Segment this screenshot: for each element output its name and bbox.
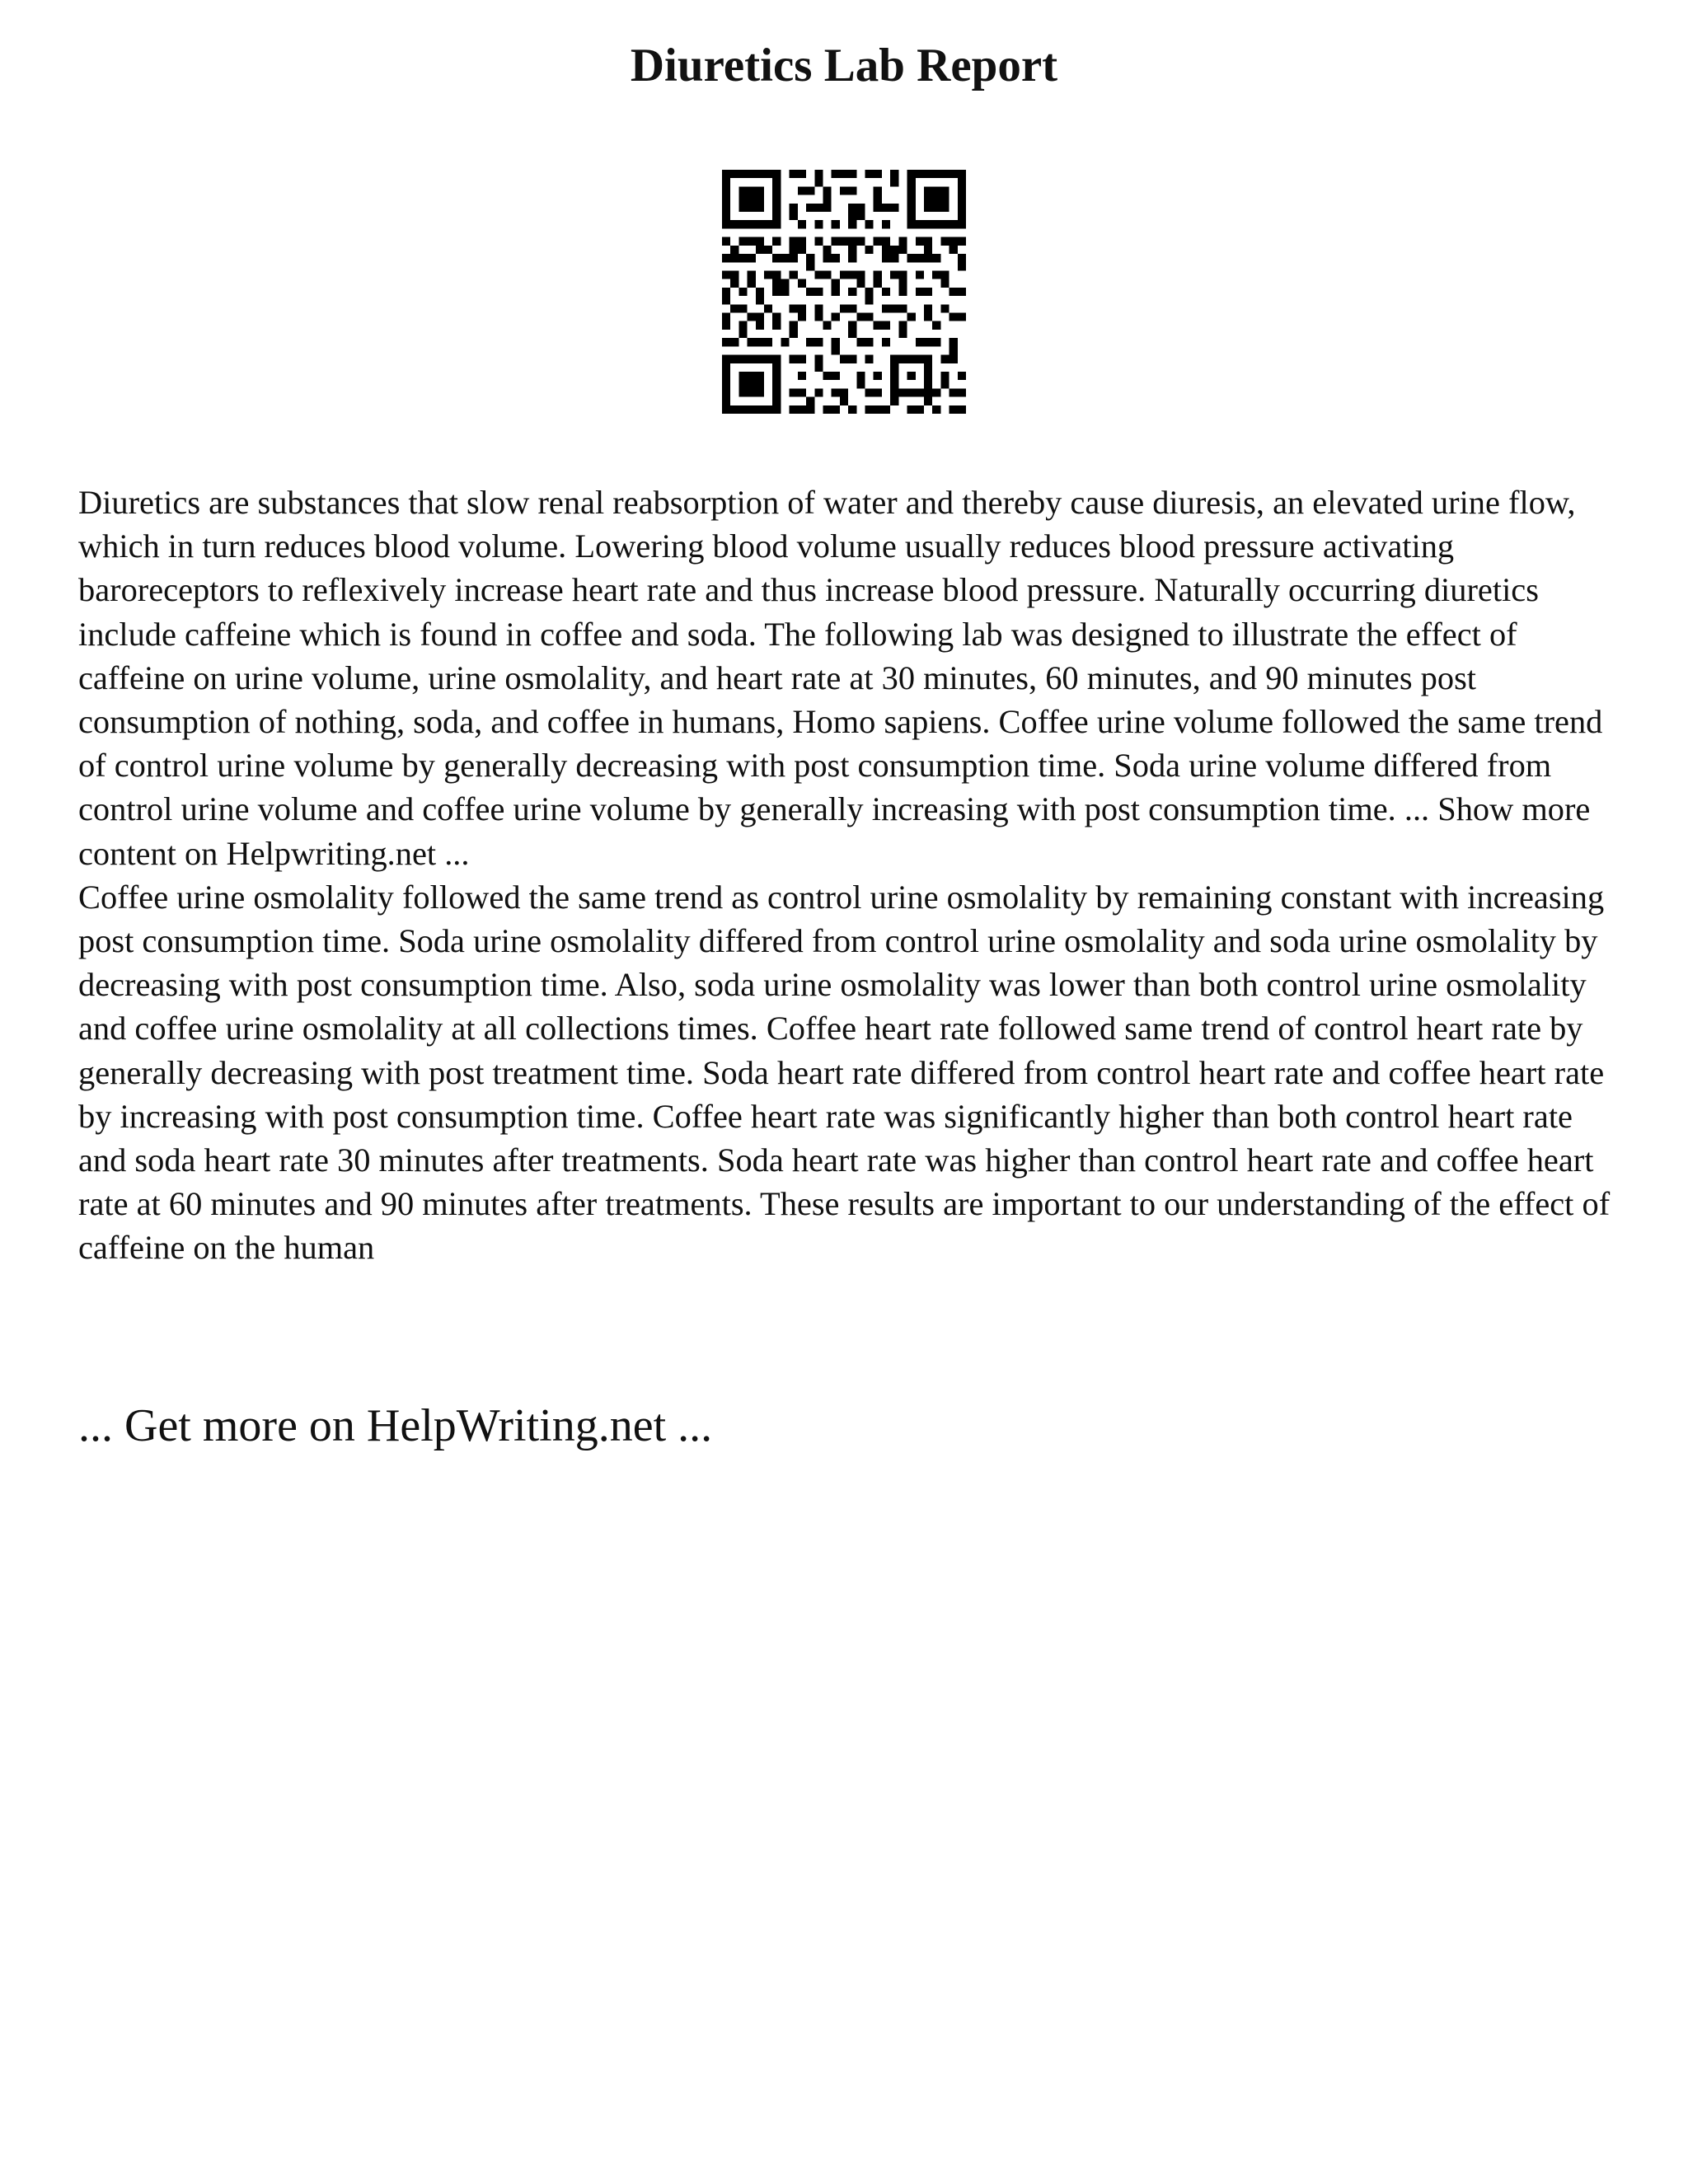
body-paragraph: Diuretics are substances that slow renal reabsorption of water and thereby cause diuresis, an elevated urine flow, which in turn reduces blood volume. Lowering blood volume usually reduces blood pressure activating baroreceptors to reflexively increase heart rate and thus increase blood pressure. Naturally occurring diuretics include caffeine which is found in coffee and soda. The following lab was designed to illustrate the effect of caffeine on urine volume, urine osmolality, and heart rate at 30 minutes, 60 minutes, and 90 minutes post consumption of nothing, soda, and coffee in humans, Homo sapiens. Coffee urine volume followed the same trend of control urine volume by generally decreasing with post consumption time. Soda urine volume differed from control urine volume and coffee urine volume by generally increasing with post consumption time. ... Show more content on Helpwriting.net ... [78,484,1603,872]
qr-code-icon [722,170,966,414]
body-paragraph: Coffee urine osmolality followed the same trend as control urine osmolality by remaining constant with increasing post consumption time. Soda urine osmolality differed from control urine osmolality and soda urine osmolality by decreasing with post consumption time. Also, soda urine osmolality was lower than both control urine osmolality and coffee urine osmolality at all collections times. Coffee heart rate followed same trend of control heart rate by generally decreasing with post treatment time. Soda heart rate differed from control heart rate and coffee heart rate by increasing with post consumption time. Coffee heart rate was significantly higher than both control heart rate and soda heart rate 30 minutes after treatments. Soda heart rate was higher than control heart rate and coffee heart rate at 60 minutes and 90 minutes after treatments. These results are important to our understanding of the effect of caffeine on the human [78,878,1611,1267]
get-more-link[interactable]: ... Get more on HelpWriting.net ... [78,1400,713,1451]
document-body [78,480,1628,1270]
page-title: Diuretics Lab Report [630,40,1058,91]
